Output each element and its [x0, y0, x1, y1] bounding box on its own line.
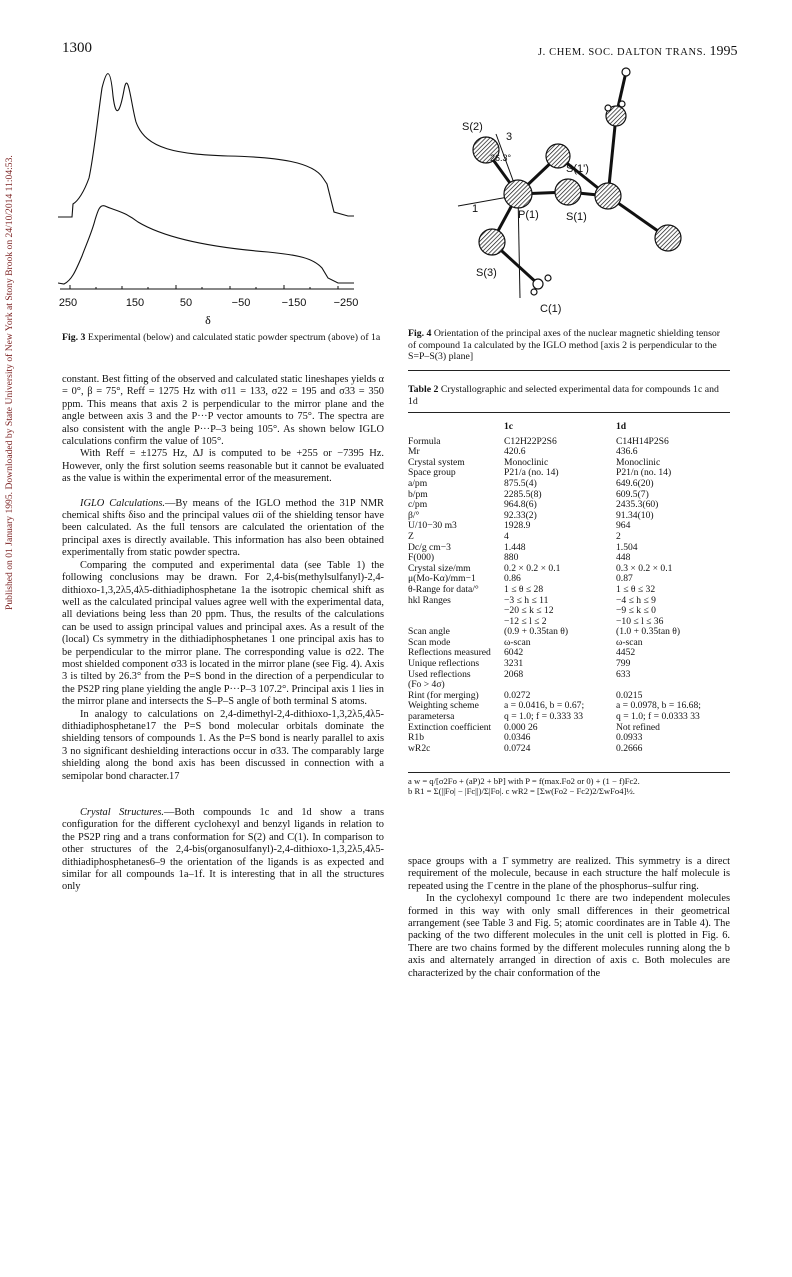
experimental-spectrum-line [58, 206, 354, 284]
atom-c1 [533, 279, 543, 289]
row-label: hkl Ranges [408, 594, 451, 606]
table-cell: (0.9 + 0.35tan θ) [504, 626, 569, 638]
table-row [408, 670, 730, 681]
table-head-rule [408, 412, 730, 413]
atom-s3 [479, 229, 505, 255]
fig4-caption [408, 328, 730, 363]
table-cell: 448 [616, 552, 631, 564]
axis-label: 1 [472, 203, 479, 215]
table-cell: 4452 [616, 647, 636, 659]
table-cell: 0.0346 [504, 732, 531, 744]
row-label: wR2c [408, 742, 431, 754]
table-cell: a = 0.0978, b = 16.68; [616, 700, 701, 712]
tick-label: 250 [58, 297, 78, 309]
row-label: (Fo > 4σ) [408, 679, 445, 691]
paragraph: In the cyclohexyl compound 1c there are two independent molecules formed in this way with only small differences in their geometrical arrangement (see Table 3 and Fig. 5; atomic coordinates are in Table 4). The packing of the two different molecules in the unit cell is plotted in Fig. 6. There are two chains formed by the different molecules running along the b axis and alternately arranged in direction of axis c. Both molecules are characterized by the chair conformation of the [408, 893, 730, 979]
row-label: Weighting scheme [408, 700, 479, 712]
table2-title [408, 384, 730, 407]
table-cell: 0.0272 [504, 689, 531, 701]
table2-caption: Crystallographic and selected experimental data for compounds 1c and 1d [408, 384, 719, 407]
table-cell: 964 [616, 520, 631, 532]
atom-h [619, 101, 625, 107]
table-cell: 799 [616, 658, 631, 670]
table-cell: P21/a (no. 14) [504, 467, 559, 479]
table-cell: 2435.3(60) [616, 499, 659, 511]
table-row [408, 468, 730, 479]
tick-label: −250 [333, 297, 359, 309]
atom-s1-prime [555, 179, 581, 205]
table-cell: 4 [504, 530, 509, 542]
paragraph: constant. Best fitting of the observed and calculated static lineshapes yields α = 0°, β = 75°, Reff = 1275 Hz with σ11 = 133, σ22 = 195 and σ33 = 350 ppm. This means that axis 2 is perpendicular to the mirror plane and the angle between axis 3 and the P···P vector amounts to 75°. The spectra are also consistent with the angle P···P–3 being 105°. As shown below IGLO calculations confirm the value of 105°. [62, 374, 384, 448]
paragraph: In analogy to calculations on 2,4-dimethyl-2,4-dithioxo-1,3,2λ5,4λ5-dithiadiphosphetane17 the P=S bond molecular orbitals dominate the shielding tensors of compounds 1. As the P=S bond is nearly parallel to axis 3 no significant deshielding interactions occur in σ33. The comparably large shielding along the bond axis has been discussed in connection with a semipolar bond character.17 [62, 708, 384, 782]
paragraph: With Reff = ±1275 Hz, ΔJ is computed to be +255 or −7395 Hz. However, only the first solution seems reasonable but it cannot be evaluated as the value is within the experimental error of the measurement. [62, 448, 384, 485]
table-cell: q = 1.0; f = 0.333 33 [504, 711, 584, 723]
row-label: θ-Range for data/° [408, 583, 479, 595]
row-label: U/10−30 m3 [408, 520, 457, 532]
table-cell: 0.86 [504, 573, 521, 585]
table-row [408, 617, 730, 628]
journal-name: J. CHEM. SOC. DALTON TRANS. [538, 47, 707, 58]
paragraph: Comparing the computed and experimental data (see Table 1) the following conclusions may be drawn. For 2,4-bis(methylsulfanyl)-2,4-dithioxo-1,3,2λ5,4λ5-dithiadiphosphetane 1a the isotropic chemical shift as well as the calculated principal values agree well with the experimental data, all deviations being less than 20 ppm. Thus, the results of the calculations can be used to assign principal values and principal axes. As a result of the (local) Cs symmetry in the dithiadiphosphetanes 1 one principal axis has to be perpendicular to the mirror plane. The corresponding value is σ22. The most shielded component σ33 is located in the mirror plane (see Fig. 4). Axis 3 is tilted by 26.3° from the P=S bond in the direction of a perpendicular to the PS2P ring plane yielding the angle P···P–3 107.2°. Principal axis 1 lies in the mirror plane and intersects the S–P–S angle of both terminal S atoms. [62, 559, 384, 708]
row-label: R1b [408, 732, 424, 744]
table-cell: 0.2 × 0.2 × 0.1 [504, 562, 561, 574]
page-number: 1300 [62, 40, 92, 56]
atom-label: P(1) [518, 209, 539, 221]
table-cell: ω-scan [616, 636, 643, 648]
fig4-caption-text: Orientation of the principal axes of the nuclear magnetic shielding tensor of compound 1a calculated by the IGLO method [axis 2 is perpendicular to the S=P–S(3) plane] [408, 328, 721, 362]
table-cell: 3231 [504, 658, 524, 670]
paragraph: Crystal Structures.—Both compounds 1c and 1d show a trans configuration for the different cyclohexyl and benzyl ligands in relation to the PS2P ring and a trans conformation for S(2) and C(1). In comparison to other structures of the 2,4-bis(organosulfanyl)-2,4-dithioxo-1,3,2λ5,4λ5-dithiadiphosphetanes6–9 the orientation of the ligands is as expected and similar for all compounds 1a–1f. It is interesting that in all the structures only [62, 807, 385, 893]
atom-c1-prime [622, 68, 630, 76]
table-cell: 91.34(10) [616, 509, 654, 521]
table-cell: 420.6 [504, 446, 526, 458]
right-column [408, 856, 730, 980]
table-cell: 1.448 [504, 541, 526, 553]
table-cell: C14H14P2S6 [616, 435, 669, 447]
atom-h [531, 289, 537, 295]
row-label: Scan mode [408, 636, 451, 648]
atom-label: S(3) [476, 267, 497, 279]
table-cell: −20 ≤ k ≤ 12 [504, 605, 554, 617]
table-bottom-rule [408, 772, 730, 773]
table-row [408, 521, 730, 532]
atom-label: S(2) [462, 121, 483, 133]
table-cell: 2 [616, 530, 621, 542]
atom-p1 [504, 180, 532, 208]
table-row [408, 733, 730, 744]
section-heading: IGLO Calculations. [80, 497, 166, 509]
table-row [408, 490, 730, 501]
table-cell: 1.504 [616, 541, 638, 553]
left-column [62, 374, 384, 894]
table-cell: 0.0933 [616, 732, 643, 744]
table-cell: 0.0215 [616, 689, 643, 701]
row-label: Space group [408, 467, 456, 479]
footnote: a w = q/[σ2Fo + (aP)2 + bP] with P = f(max.Fo2 or 0) + (1 − f)Fc2. [408, 776, 640, 786]
journal-header [538, 44, 738, 60]
table-row [408, 543, 730, 554]
fig4-caption-label: Fig. 4 [408, 328, 432, 339]
fig3-caption-text: Experimental (below) and calculated static powder spectrum (above) of 1a [87, 332, 381, 343]
axis-label: 3 [506, 131, 513, 143]
row-label: Z [408, 530, 414, 542]
table-footnotes [408, 776, 730, 796]
table-cell: 633 [616, 668, 631, 680]
table-cell: 0.2666 [616, 742, 643, 754]
row-label: F(000) [408, 552, 435, 564]
atom-h [605, 105, 611, 111]
table-header-row [408, 422, 730, 437]
row-label: Reflections measured [408, 647, 491, 659]
table-cell: −12 ≤ l ≤ 2 [504, 615, 547, 627]
angle-label: 26.3° [490, 153, 512, 163]
table-cell: 92.33(2) [504, 509, 537, 521]
row-label: b/pm [408, 488, 428, 500]
table-row [408, 458, 730, 469]
row-label: Mr [408, 446, 420, 458]
table-row [408, 723, 730, 734]
table-cell: 436.6 [616, 446, 638, 458]
table-cell: 609.5(7) [616, 488, 649, 500]
table-cell: 1 ≤ θ ≤ 32 [616, 583, 656, 595]
table2-label: Table 2 [408, 384, 439, 395]
table-top-rule [408, 370, 730, 371]
atom-label: S(1) [566, 211, 587, 223]
row-label: a/pm [408, 477, 428, 489]
table-cell: q = 1.0; f = 0.0333 33 [616, 711, 700, 723]
table-row [408, 500, 730, 511]
tick-label: −50 [231, 297, 251, 309]
row-label: Used reflections [408, 668, 471, 680]
table-cell: 2068 [504, 668, 524, 680]
atom-s2-prime [655, 225, 681, 251]
row-label: Unique reflections [408, 658, 480, 670]
table-cell: Monoclinic [504, 456, 549, 468]
paragraph: space groups with a 1̄ symmetry are realized. This symmetry is a direct requirement of the molecule, because in each structure the half molecule is repeated using the 1̄ centre in the plane of the phosphorus–sulfur ring. [408, 856, 730, 892]
table-row [408, 532, 730, 543]
table-row [408, 479, 730, 490]
calculated-spectrum-line [58, 74, 354, 217]
table-cell: 964.8(6) [504, 499, 537, 511]
atom-label: S(1') [566, 163, 589, 175]
row-label: Crystal size/mm [408, 562, 471, 574]
footnote: b R1 = Σ(||Fo| − |Fc||)/Σ|Fo|. c wR2 = [Σw(Fo2 − Fc2)2/ΣwFo4]½. [408, 786, 635, 797]
row-label: Rint (for merging) [408, 689, 479, 701]
table-cell: 0.000 26 [504, 721, 538, 733]
row-label: Crystal system [408, 456, 465, 468]
table-cell: C12H22P2S6 [504, 435, 557, 447]
atom-p1-prime [595, 183, 621, 209]
row-label: β/° [408, 509, 420, 521]
download-sidebar [0, 150, 16, 1277]
tick-label: 50 [179, 297, 193, 309]
row-label [408, 606, 504, 617]
fig3-caption [62, 332, 384, 344]
row-label: Formula [408, 435, 441, 447]
table-cell: ω-scan [504, 636, 531, 648]
table-cell: −3 ≤ h ≤ 11 [504, 594, 549, 606]
row-label: parametersa [408, 711, 455, 723]
fig3-spectrum [58, 60, 388, 330]
table-row [408, 596, 730, 607]
table-row [408, 627, 730, 638]
table-cell: 649.6(20) [616, 477, 654, 489]
table-cell: P21/n (no. 14) [616, 467, 672, 479]
tick-label: 150 [125, 297, 145, 309]
row-label: c/pm [408, 499, 428, 511]
row-label: μ(Mo-Kα)/mm−1 [408, 573, 476, 585]
table-row [408, 606, 730, 617]
fig3-caption-label: Fig. 3 [62, 332, 86, 343]
table-row [408, 585, 730, 596]
crystallographic-table [408, 422, 730, 754]
table-cell: 1 ≤ θ ≤ 28 [504, 583, 544, 595]
table-cell: (1.0 + 0.35tan θ) [616, 626, 681, 638]
table-cell: −9 ≤ k ≤ 0 [616, 605, 656, 617]
table-cell: 6042 [504, 647, 524, 659]
table-cell: 0.3 × 0.2 × 0.1 [616, 562, 673, 574]
table-cell: 0.0724 [504, 742, 531, 754]
download-notice: Published on 01 January 1995. Downloaded by State University of New York at Stony Brook on 24/10/2014 11:04:53. [4, 155, 15, 610]
table-cell: 1928.9 [504, 520, 531, 532]
table-cell: Not refined [616, 721, 660, 733]
atom-label: C(1) [540, 303, 562, 315]
fig4-molecule-diagram [440, 60, 700, 320]
tick-label: −150 [281, 297, 307, 309]
row-label: Scan angle [408, 626, 450, 638]
table-cell: 0.87 [616, 573, 633, 585]
column-header: 1c [504, 421, 514, 432]
column-header: 1d [616, 421, 627, 432]
table-cell: 2285.5(8) [504, 488, 542, 500]
row-label: Dc/g cm−3 [408, 541, 451, 553]
table-cell: a = 0.0416, b = 0.67; [504, 700, 585, 712]
paragraph: IGLO Calculations.—By means of the IGLO method the 31P NMR chemical shifts δiso and the principal values σii of the shielding tensor have been calculated. As the full tensors are calculated the orientation of the principal axes is directly available. This information has also been obtained experimentally from static powder spectra. [62, 497, 384, 559]
section-heading: Crystal Structures. [80, 807, 165, 818]
journal-year: 1995 [709, 44, 738, 59]
axis-label: δ [205, 313, 211, 327]
table-row [408, 744, 730, 755]
table-cell: 875.5(4) [504, 477, 537, 489]
table-cell: −10 ≤ l ≤ 36 [616, 615, 664, 627]
atom-h [545, 275, 551, 281]
table-cell: 880 [504, 552, 519, 564]
table-cell: Monoclinic [616, 456, 661, 468]
row-label: Extinction coefficient [408, 721, 492, 733]
table-cell: −4 ≤ h ≤ 9 [616, 594, 656, 606]
table-row [408, 437, 730, 448]
